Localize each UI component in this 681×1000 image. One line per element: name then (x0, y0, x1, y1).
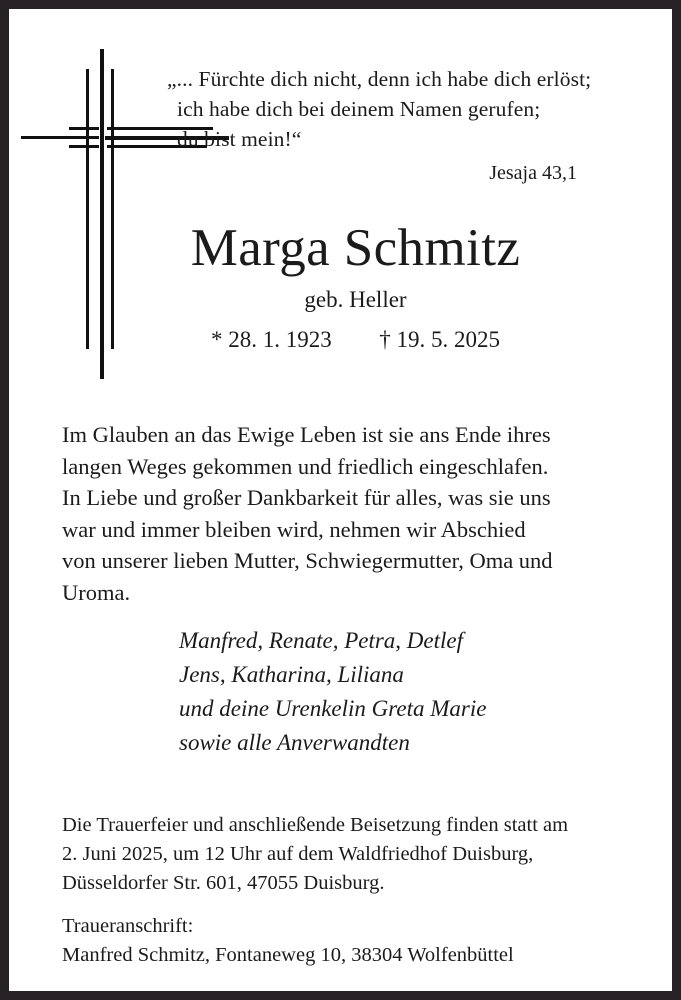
survivors-line-2: Jens, Katharina, Liliana (179, 662, 404, 687)
message-line-5: von unserer lieben Mutter, Schwiegermutter, Oma und (62, 548, 553, 573)
deceased-name-block (9, 217, 672, 357)
death-symbol: † (379, 327, 391, 352)
funeral-line-2: 2. Juni 2025, um 12 Uhr auf dem Waldfriedhof Duisburg, (62, 843, 534, 865)
message-line-6: Uroma. (62, 579, 131, 605)
quote-source: Jesaja 43,1 (489, 162, 577, 184)
survivors-line-3: und deine Urenkelin Greta Marie (179, 696, 487, 721)
notice-inner (9, 9, 672, 991)
cross-horizontal-lower-left (69, 145, 99, 148)
deceased-name: Marga Schmitz (190, 219, 521, 277)
condolence-address (62, 912, 637, 970)
surviving-family (179, 624, 649, 760)
cross-horizontal-upper-left (69, 127, 99, 130)
condolence-address-line: Manfred Schmitz, Fontaneweg 10, 38304 Wolfenbüttel (62, 944, 514, 966)
survivors-line-1: Manfred, Renate, Petra, Detlef (179, 628, 464, 653)
deceased-dates (9, 323, 672, 357)
quote-line-3: du bist mein!“ (177, 127, 302, 151)
quote-line-1: „... Fürchte dich nicht, denn ich habe dich erlöst; (167, 67, 592, 91)
quote-line-2: ich habe dich bei deinem Namen gerufen; (177, 97, 541, 121)
birth-symbol: * (211, 327, 223, 352)
survivors-line-4: sowie alle Anverwandten (179, 730, 410, 755)
birth-date: 28. 1. 1923 (228, 327, 332, 352)
memorial-message (62, 419, 637, 608)
death-date: 19. 5. 2025 (396, 327, 500, 352)
scripture-quote (167, 64, 657, 185)
condolence-label: Traueranschrift: (62, 915, 194, 937)
message-line-2: langen Weges gekommen und friedlich eingeschlafen. (62, 453, 549, 479)
message-line-3: In Liebe und großer Dankbarkeit für alles, was sie uns (62, 485, 551, 510)
funeral-details (62, 811, 637, 898)
message-line-4: war und immer bleiben wird, nehmen wir Abschied (62, 516, 526, 542)
message-line-1: Im Glauben an das Ewige Leben ist sie ans Ende ihres (62, 422, 551, 447)
cross-horizontal-middle-left (21, 136, 99, 139)
funeral-line-1: Die Trauerfeier und anschließende Beisetzung finden statt am (62, 814, 569, 836)
deceased-maiden-name: geb. Heller (304, 287, 407, 312)
funeral-line-3: Düsseldorfer Str. 601, 47055 Duisburg. (62, 872, 385, 894)
